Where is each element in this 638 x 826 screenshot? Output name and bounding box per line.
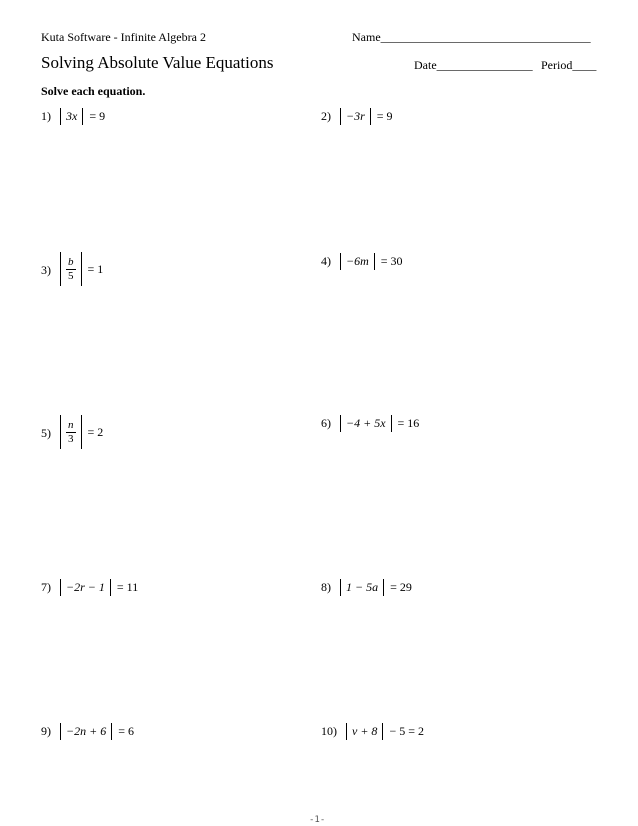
instructions: Solve each equation. (41, 84, 146, 98)
problem-number: 6) (321, 416, 331, 430)
fraction-numerator: n (68, 418, 74, 431)
abs-expression: −4 + 5x (346, 416, 386, 430)
equation-rhs: − 5 = 2 (389, 724, 424, 738)
abs-expression: 1 − 5a (346, 580, 379, 594)
problem-5 (41, 415, 301, 449)
absolute-value (340, 108, 371, 125)
abs-expression: −3r (346, 109, 365, 123)
problem-number: 7) (41, 580, 51, 594)
problem-number: 2) (321, 109, 331, 123)
fraction (66, 256, 76, 283)
problem-number: 9) (41, 724, 51, 738)
problem-7 (41, 571, 301, 605)
equation (340, 108, 393, 125)
problem-number: 10) (321, 724, 337, 738)
problem-number: 1) (41, 109, 51, 123)
absolute-value (340, 253, 375, 270)
problem-number: 3) (41, 263, 51, 277)
fraction-denominator: 3 (68, 432, 74, 445)
absolute-value (340, 415, 392, 432)
equation-rhs: = 6 (118, 724, 134, 738)
equation (60, 723, 134, 740)
abs-expression: −6m (346, 254, 369, 268)
absolute-value (340, 579, 384, 596)
problem-4 (321, 245, 581, 279)
abs-expression: −2n + 6 (66, 724, 107, 738)
page-number: -1- (309, 815, 326, 825)
problem-9 (41, 715, 301, 749)
equation-rhs: = 11 (116, 580, 139, 594)
equation-rhs: = 9 (376, 109, 393, 123)
abs-expression: v + 8 (352, 724, 378, 738)
equation (60, 415, 103, 449)
software-label: Kuta Software - Infinite Algebra 2 (41, 30, 206, 44)
absolute-value (60, 579, 111, 596)
absolute-value (60, 252, 82, 286)
problem-number: 4) (321, 254, 331, 268)
equation-rhs: = 2 (87, 424, 104, 439)
equation-rhs: = 30 (380, 254, 403, 268)
problem-8 (321, 571, 581, 605)
problem-number: 5) (41, 426, 51, 440)
date-field: Date________________ (414, 58, 533, 72)
fraction-denominator: 5 (68, 269, 74, 282)
problem-6 (321, 407, 581, 441)
equation (340, 579, 412, 596)
equation (60, 579, 138, 596)
equation-rhs: = 29 (390, 580, 412, 594)
equation (60, 252, 103, 286)
problem-3 (41, 252, 301, 286)
abs-expression: −2r − 1 (66, 580, 105, 594)
absolute-value (60, 723, 112, 740)
equation-rhs: = 9 (89, 109, 106, 123)
equation (340, 253, 403, 270)
period-field: Period____ (541, 58, 597, 72)
page-title: Solving Absolute Value Equations (41, 53, 274, 72)
fraction (66, 419, 76, 446)
absolute-value (346, 723, 383, 740)
equation (340, 415, 419, 432)
fraction-numerator: b (68, 255, 74, 268)
name-field: Name___________________________________ (352, 30, 591, 44)
equation-rhs: = 1 (87, 261, 104, 276)
equation-rhs: = 16 (397, 416, 420, 430)
absolute-value (60, 108, 83, 125)
equation (346, 723, 424, 740)
problem-10 (321, 715, 581, 749)
equation (60, 108, 105, 125)
absolute-value (60, 415, 82, 449)
abs-expression: 3x (66, 109, 78, 123)
problem-1 (41, 100, 301, 134)
problem-2 (321, 100, 581, 134)
problem-number: 8) (321, 580, 331, 594)
